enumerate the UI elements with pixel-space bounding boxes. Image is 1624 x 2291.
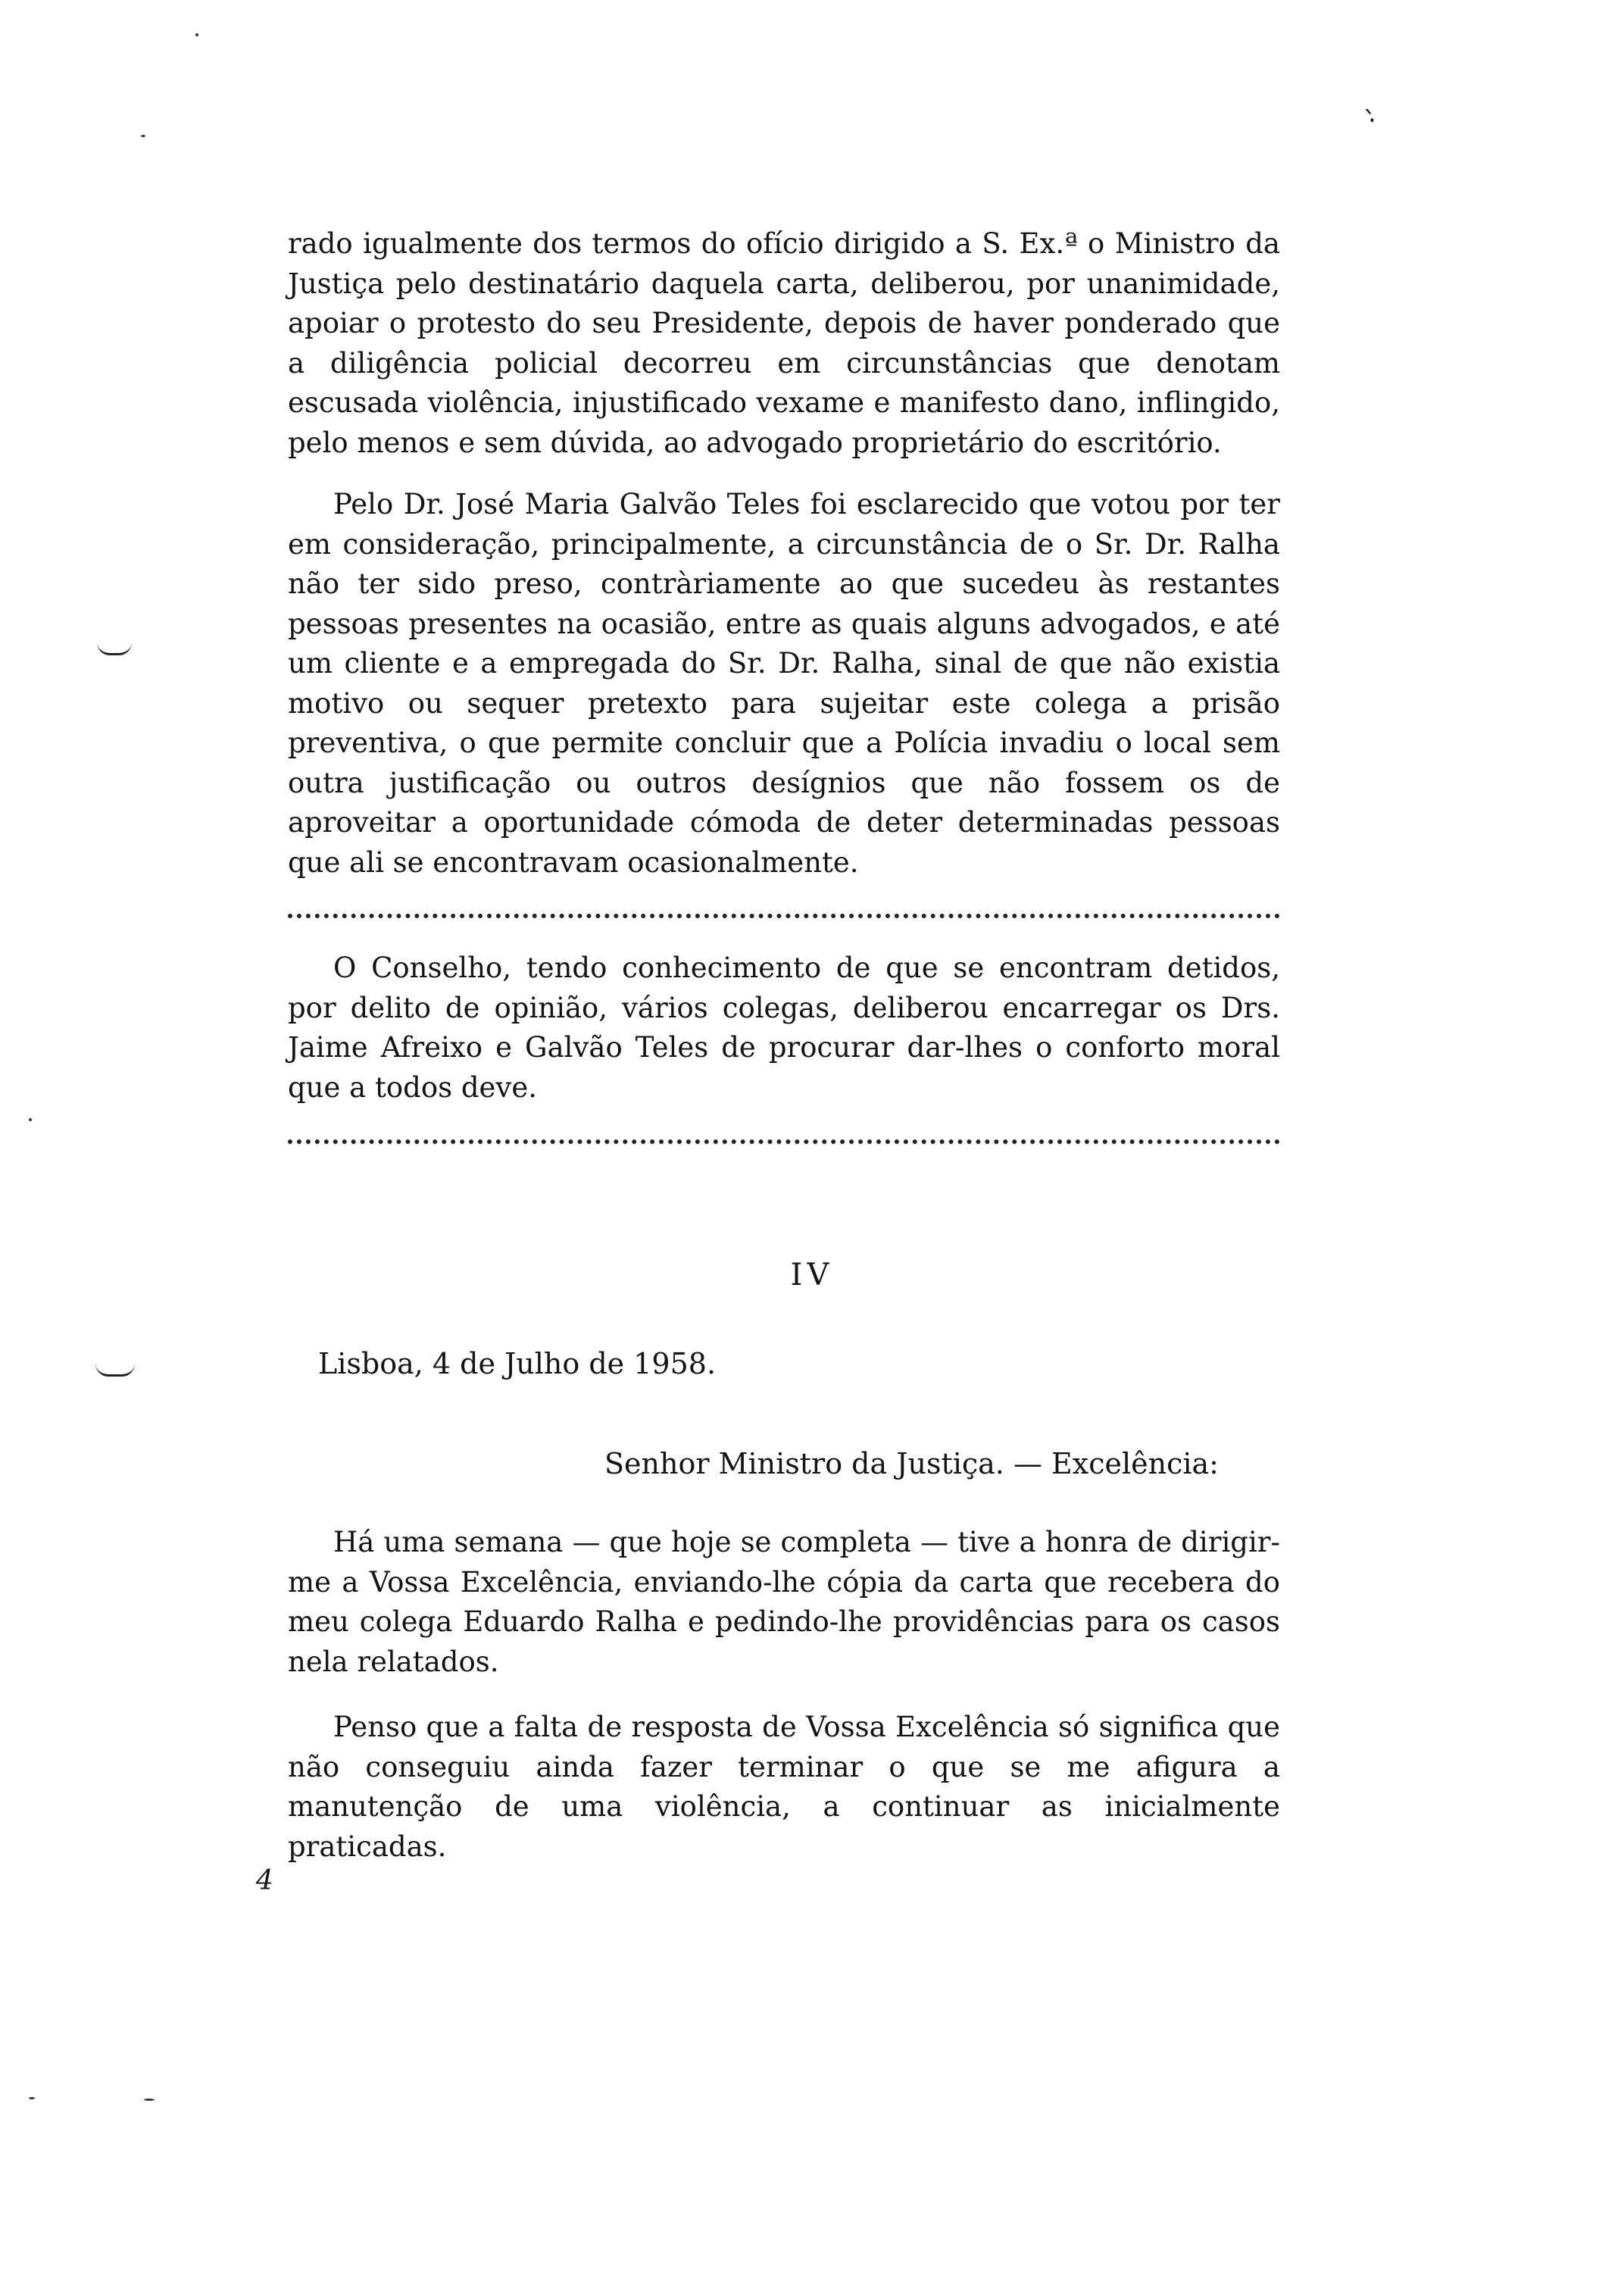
margin-mark xyxy=(95,1364,135,1377)
paragraph-detained-colleagues: O Conselho, tendo conhecimento de que se encontram detidos, por delito de opinião, vários colegas, deliberou encarregar os Drs. Jaime Afreixo e Galvão Teles de procurar dar-lhes o conforto moral que a todos deve. xyxy=(288,952,1280,1104)
paragraph-galvao-teles-vote: Pelo Dr. José Maria Galvão Teles foi esclarecido que votou por ter em consideração, principalmente, a circunstância de o Sr. Dr. Ralha não ter sido preso, contràriamente ao que sucedeu às restantes pessoas presentes na ocasião, entre as quais alguns advogados, e até um cliente e a empregada do Sr. Dr. Ralha, sinal de que não existia motivo ou sequer pretexto para sujeitar este colega a prisão preventiva, o que permite concluir que a Polícia invadiu o local sem outra justificação ou outros desígnios que não fossem os de aproveitar a oportunidade cómoda de deter determinadas pessoas que ali se encontravam ocasionalmente. xyxy=(288,488,1280,879)
page-number: 4 xyxy=(256,1865,273,1896)
ellipsis-divider xyxy=(288,906,1280,918)
ellipsis-divider xyxy=(288,1132,1280,1144)
scan-speck xyxy=(195,33,198,36)
paragraph-letter-body-1: Há uma semana — que hoje se completa — tive a honra de dirigir-me a Vossa Excelência, enviando-lhe cópia da carta que recebera do meu colega Eduardo Ralha e pedindo-lhe providências para os casos nela relatados. xyxy=(288,1526,1280,1678)
salutation: Senhor Ministro da Justiça. — Excelência: xyxy=(604,1447,1219,1480)
paragraph-council-deliberation: rado igualmente dos termos do ofício dirigido a S. Ex.ª o Ministro da Justiça pelo destinatário daquela carta, deliberou, por unanimidade, apoiar o protesto do seu Presidente, depois de haver ponderado que a diligência policial decorreu em circunstâncias que denotam escusada violência, injustificado vexame e manifesto dano, inflingido, pelo menos e sem dúvida, ao advogado proprietário do escritório. xyxy=(288,227,1280,459)
scan-speck xyxy=(141,135,145,137)
top-right-mark: ‧̀ xyxy=(1368,106,1376,136)
paragraph-letter-body-2: Penso que a falta de resposta de Vossa Excelência só significa que não conseguiu ainda fazer terminar o que se me afigura a manutenção de uma violência, a continuar as inicialmente praticadas. xyxy=(288,1711,1280,1863)
section-heading: IV xyxy=(790,1258,834,1292)
scan-speck xyxy=(29,1118,32,1121)
margin-mark xyxy=(97,642,132,655)
date-line: Lisboa, 4 de Julho de 1958. xyxy=(318,1347,717,1380)
scan-speck xyxy=(144,2099,155,2101)
scan-speck xyxy=(29,2097,35,2099)
